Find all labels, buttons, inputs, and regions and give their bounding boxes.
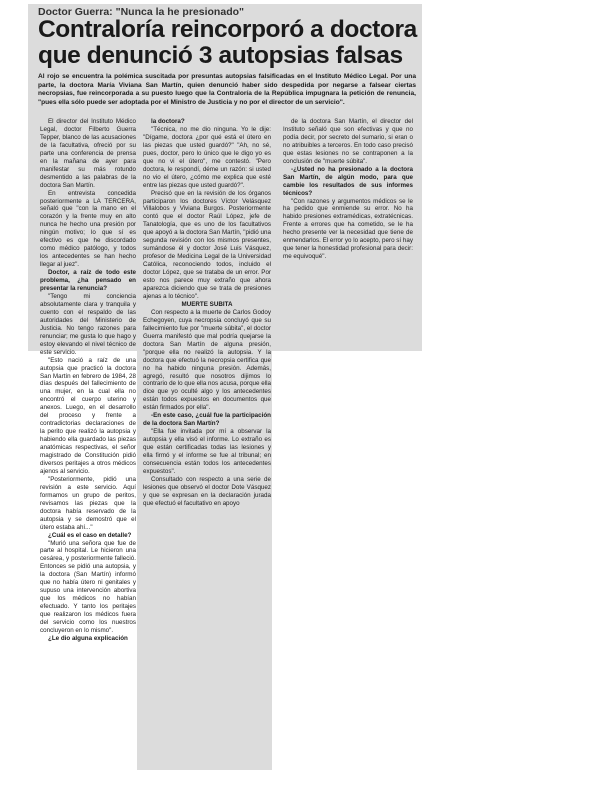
article-paragraph: "Ella fue invitada por mí a observar la autopsia y ella visó el informe. Lo extraño es que están certificadas todas las lesiones y ella firmó y el informe se fue al tribunal; en consecuencia están todos los antecedentes expuestos". xyxy=(143,428,271,475)
interview-question: -En este caso, ¿cuál fue la participación de la doctora San Martín? xyxy=(143,412,271,428)
article-paragraph: En entrevista concedida posteriormente a LA TERCERA, señaló que "con la mano en el corazón y la frente muy en alto nunca he hecho una presión por ningún motivo; lo que sí es efectivo es que he discordado como médico patólogo, y todos los antecedentes se han hecho llegar al juez". xyxy=(40,189,136,269)
article-column-3 xyxy=(283,118,413,350)
article-paragraph: Consultado con respecto a una serie de lesiones que observó el doctor Dote Vásquez y que se expresan en la declaración jurada que efectuó el facultativo en apoyo xyxy=(143,475,271,507)
section-subheading: MUERTE SUBITA xyxy=(181,300,233,308)
article-paragraph: "Con razones y argumentos médicos se le ha pedido que enmiende su error. No ha habido presiones extramédicas, extratécnicas. Frente a errores que ha cometido, se le ha hecho presente ver la necesidad que tiene de enmendarlos. El error yo lo acepto, pero sí hay que tener la honestidad profesional para decir: me equivoqué". xyxy=(283,197,413,261)
article-column-2 xyxy=(143,118,271,773)
interview-question: ¿Le dio alguna explicación xyxy=(48,634,128,642)
interview-question: ¿Cuál es el caso en detalle? xyxy=(48,531,132,539)
lead-paragraph: Al rojo se encuentra la polémica suscitada por presuntas autopsias falsificadas en el Instituto Médico Legal. Por una parte, la doctora María Viviana San Martín, quien denunció haber sido despedida por negarse a falsear ciertas necropsias, fue reincorporada a su puesto luego que la Contraloría de la República impugnara la petición de renuncia, "pues ella sólo puede ser adoptada por el Ministro de Justicia y no por el director de un servicio". xyxy=(38,73,416,106)
article-paragraph: "Posteriormente, pidió una revisión a este servicio. Aquí formamos un grupo de peritos, revisamos las piezas que la doctora había reservado de la autopsia y se demostró que el útero estaba ahí..." xyxy=(40,475,136,531)
headline: Contraloría reincorporó a doctora que denunció 3 autopsias falsas xyxy=(38,16,417,69)
interview-question: -¿Usted no ha presionado a la doctora San Martín, de algún modo, para que cambie los resultados de sus informes técnicos? xyxy=(283,165,413,197)
article-paragraph: "Técnica, no me dio ninguna. Yo le dije: "Dígame, doctora ¿por qué está el útero en las piezas que usted guardó?" "Ah, no sé, pues, doctor, pero lo único que le digo yo es que no vi el útero", me contestó. "Pero doctora, le respondí, déme un razón: si usted no vio el útero, ¿cómo me explica que esté entre las piezas que usted guardó?". xyxy=(143,125,271,189)
kicker: Doctor Guerra: "Nunca la he presionado" xyxy=(38,6,244,18)
article-paragraph: "Esto nació a raíz de una autopsia que practicó la doctora San Martín en febrero de 1984, 28 días después del fallecimiento de una mujer, en la cual ella no encontró el cuerpo uterino y anexos. Luego, en el desarrollo del proceso y frente a contradictorias declaraciones de la perito que realizó la autopsia y habiendo ella guardado las piezas anatómicas respectivas, el señor magistrado de Constitución pidió diversos peritajes a otros médicos ajenos al servicio. xyxy=(40,356,136,475)
article-paragraph: El director del Instituto Médico Legal, doctor Filberto Guerra Tepper, blanco de las acusaciones de la facultativa, ofreció por su parte una conferencia de prensa en la mañana de ayer para manifestar su más rotundo desmentido a las palabras de la doctora San Martín. xyxy=(40,118,136,189)
article-paragraph: Precisó que en la revisión de los órganos participaron los doctores Víctor Velásquez Villalobos y Viviana Burgos. Posteriormente contó que el doctor Raúl López, jefe de Tanatología, que es uno de los facultativos que apoyó a la doctora San Martín, "pidió una segunda revisión con los mismos presentes, sumándose él y doctor José Luis Vásquez, profesor de Medicina Legal de la Universidad Católica, reconociendo todos, incluido el doctor López, que se trataba de un error. Por esto nos parece muy extraño que ahora aparezca diciendo que se trata de presiones ajenas a lo técnico". xyxy=(143,189,271,300)
article-paragraph: Con respecto a la muerte de Carlos Godoy Echegoyen, cuya necropsia concluyó que su fallecimiento fue por "muerte súbita", el doctor Guerra manifestó que mal podría quejarse la doctora San Martín de alguna presión, "porque ella no realizó la autopsia. Y la doctora que efectuó la necropsia certifica que no ha habido ninguna presión. Además, agregó, resultó que nosotros dijimos lo contrario de lo que ella nos acusa, porque ella dice que yo oculté algo y los antecedentes están todos expuestos en documentos que están firmados por ella". xyxy=(143,308,271,412)
interview-question: la doctora? xyxy=(151,118,185,125)
article-paragraph: "Tengo mi conciencia absolutamente clara y tranquila y cuento con el respaldo de las autoridades del Ministerio de Justicia. No tengo razones para renunciar; me gusta lo que hago y estoy elevando el nivel técnico de este servicio. xyxy=(40,292,136,356)
interview-question: Doctor, a raíz de todo este problema, ¿ha pensado en presentar la renuncia? xyxy=(40,269,136,293)
article-paragraph: de la doctora San Martín, el director del Instituto señaló que son efectivas y que no podía decir, por secreto del sumario, si eran o no atribuibles a terceros. En todo caso precisó que estas lesiones no se contraponen a la conclusión de "muerte súbita". xyxy=(283,118,413,165)
article-column-1 xyxy=(40,118,136,773)
article-paragraph: "Murió una señora que fue de parte al hospital. Le hicieron una cesárea, y posteriormente falleció. Entonces se pidió una autopsia, y la doctora (San Martín) informó que no había útero ni genitales y supuso una intervención abortiva que los médicos no habían efectuado. Y tanto los peritajes que realizaron los médicos fuera del servicio como los nuestros concluyeron en lo mismo". xyxy=(40,539,136,634)
